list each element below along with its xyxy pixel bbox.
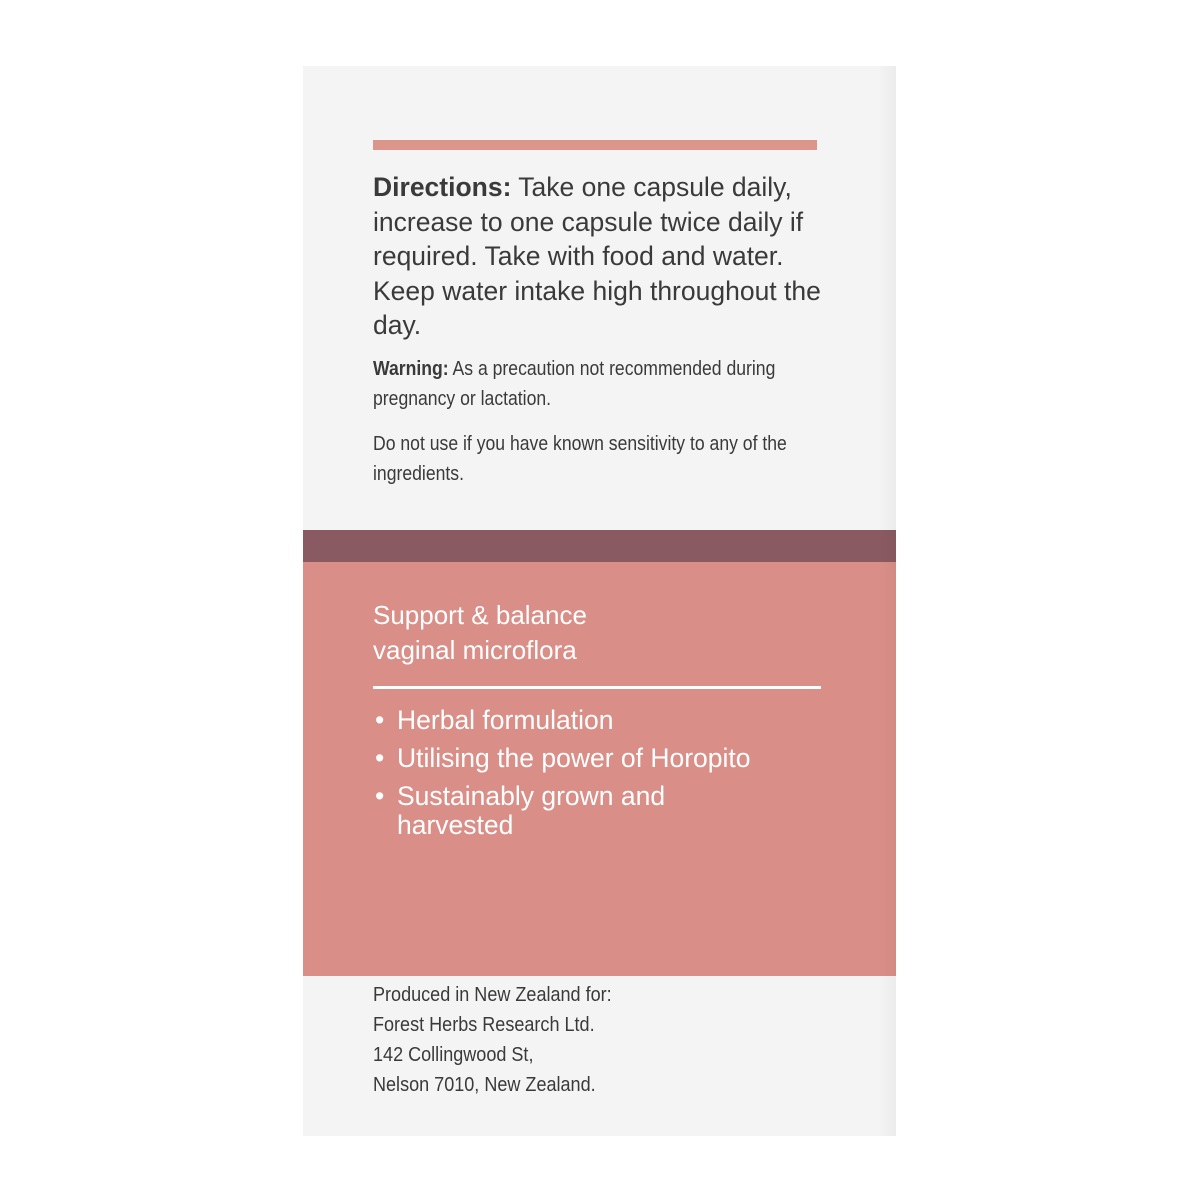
tagline-line-2: vaginal microflora xyxy=(373,635,577,665)
benefit-text: Utilising the power of Horopito xyxy=(397,743,751,773)
directions-body: Take one capsule daily, increase to one capsule twice daily if required. Take with food and water. Keep water intake high throughout the day. xyxy=(373,172,821,340)
producer-line-1: Produced in New Zealand for: xyxy=(373,983,612,1006)
directions-text xyxy=(373,170,833,343)
producer-line-3: 142 Collingwood St, xyxy=(373,1043,534,1066)
tagline-line-1: Support & balance xyxy=(373,600,587,630)
benefit-item xyxy=(373,782,667,840)
dark-band xyxy=(303,530,896,562)
sensitivity-text: Do not use if you have known sensitivity to any of the ingredients. xyxy=(373,433,787,485)
directions-label: Directions: xyxy=(373,172,512,202)
warning-text xyxy=(373,354,813,414)
tagline-divider xyxy=(373,686,821,689)
benefit-text: Herbal formulation xyxy=(397,705,614,735)
bullet-icon: • xyxy=(375,705,385,735)
producer-line-2: Forest Herbs Research Ltd. xyxy=(373,1013,595,1036)
benefit-item xyxy=(373,744,853,773)
warning-label: Warning: xyxy=(373,358,449,380)
producer-line-4: Nelson 7010, New Zealand. xyxy=(373,1073,596,1096)
producer-address xyxy=(373,980,813,1100)
benefit-item xyxy=(373,706,853,735)
bullet-icon: • xyxy=(375,743,385,773)
benefit-text: Sustainably grown and harvested xyxy=(397,781,666,840)
bullet-icon: • xyxy=(375,781,385,811)
benefits-list xyxy=(373,706,853,849)
accent-rule xyxy=(373,140,817,150)
product-box-back-panel xyxy=(303,66,896,1136)
tagline xyxy=(373,598,833,668)
warning-body: As a precaution not recommended during pregnancy or lactation. xyxy=(373,358,776,410)
